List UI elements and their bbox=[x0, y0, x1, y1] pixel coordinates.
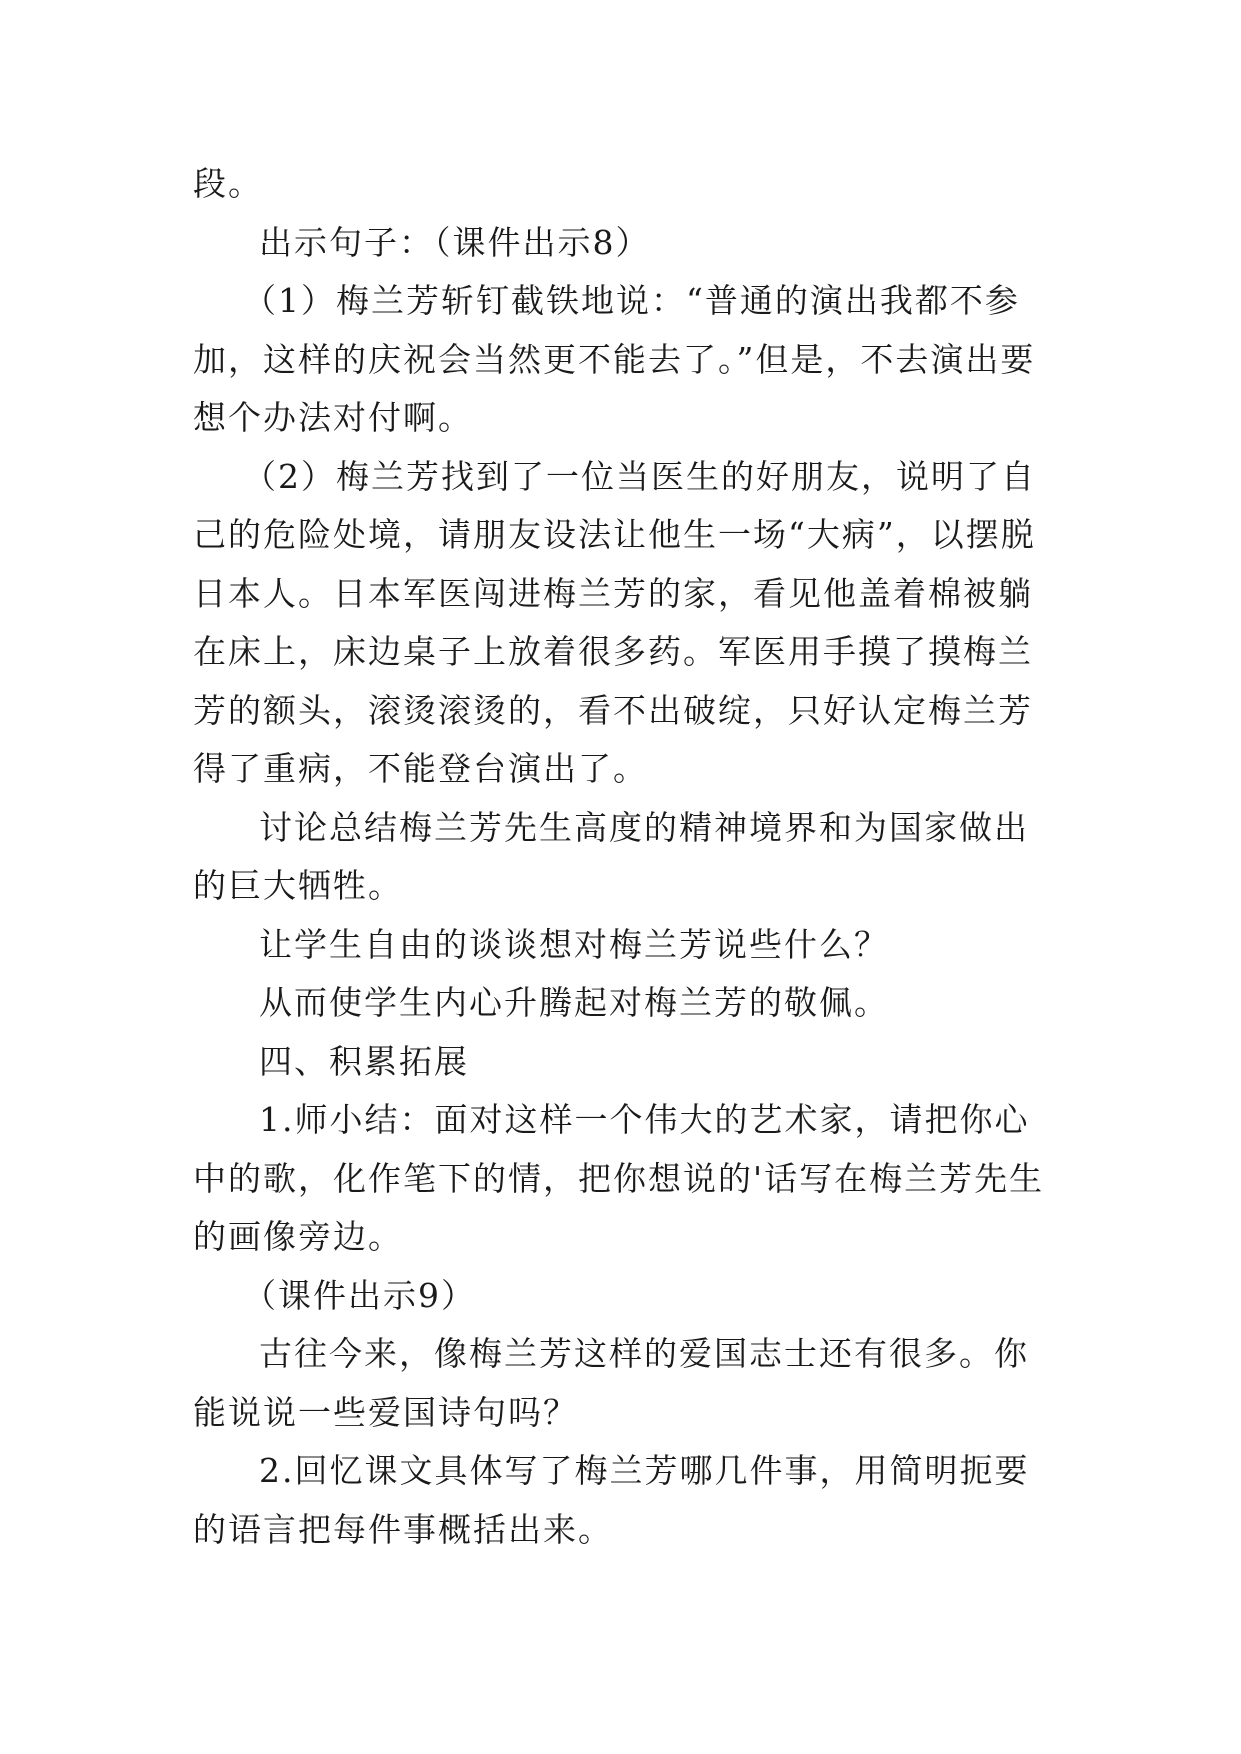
paragraph-admiration: 从而使学生内心升腾起对梅兰芳的敬佩。 bbox=[259, 983, 889, 1022]
paragraph-show-sentence: 出示句子：（课件出示8） bbox=[259, 222, 651, 262]
paragraph-sentence-1: （1）梅兰芳斩钉截铁地说：“普通的演出我都不参加，这样的庆祝会当然更不能去了。”但是，不去演出要想个办法对付啊。 bbox=[193, 281, 1036, 437]
paragraph-review-2: 2.回忆课文具体写了梅兰芳哪几件事，用简明扼要的语言把每件事概括出来。 bbox=[193, 1451, 1030, 1549]
paragraph-summary-1: 1.师小结：面对这样一个伟大的艺术家，请把你心中的歌，化作笔下的情，把你想说的'话写在梅兰芳先生的画像旁边。 bbox=[193, 1100, 1045, 1256]
paragraph-patriots: 古往今来，像梅兰芳这样的爱国志士还有很多。你能说说一些爱国诗句吗？ bbox=[193, 1334, 1029, 1432]
paragraph-sentence-2: （2）梅兰芳找到了一位当医生的好朋友，说明了自己的危险处境，请朋友设法让他生一场“大病”，以摆脱日本人。日本军医闯进梅兰芳的家，看见他盖着棉被躺在床上，床边桌子上放着很多药。军医用手摸了摸梅兰芳的额头，滚烫滚烫的，看不出破绽，只好认定梅兰芳得了重病，不能登台演出了。 bbox=[193, 456, 1036, 788]
paragraph-courseware-9: （课件出示9） bbox=[243, 1275, 476, 1315]
paragraph-continuation: 段。 bbox=[193, 164, 263, 203]
section-heading: 四、积累拓展 bbox=[259, 1041, 469, 1081]
paragraph-students-talk: 让学生自由的谈谈想对梅兰芳说些什么？ bbox=[259, 924, 889, 964]
document-body bbox=[193, 155, 1063, 1559]
paragraph-discussion: 讨论总结梅兰芳先生高度的精神境界和为国家做出的巨大牺牲。 bbox=[193, 807, 1029, 905]
